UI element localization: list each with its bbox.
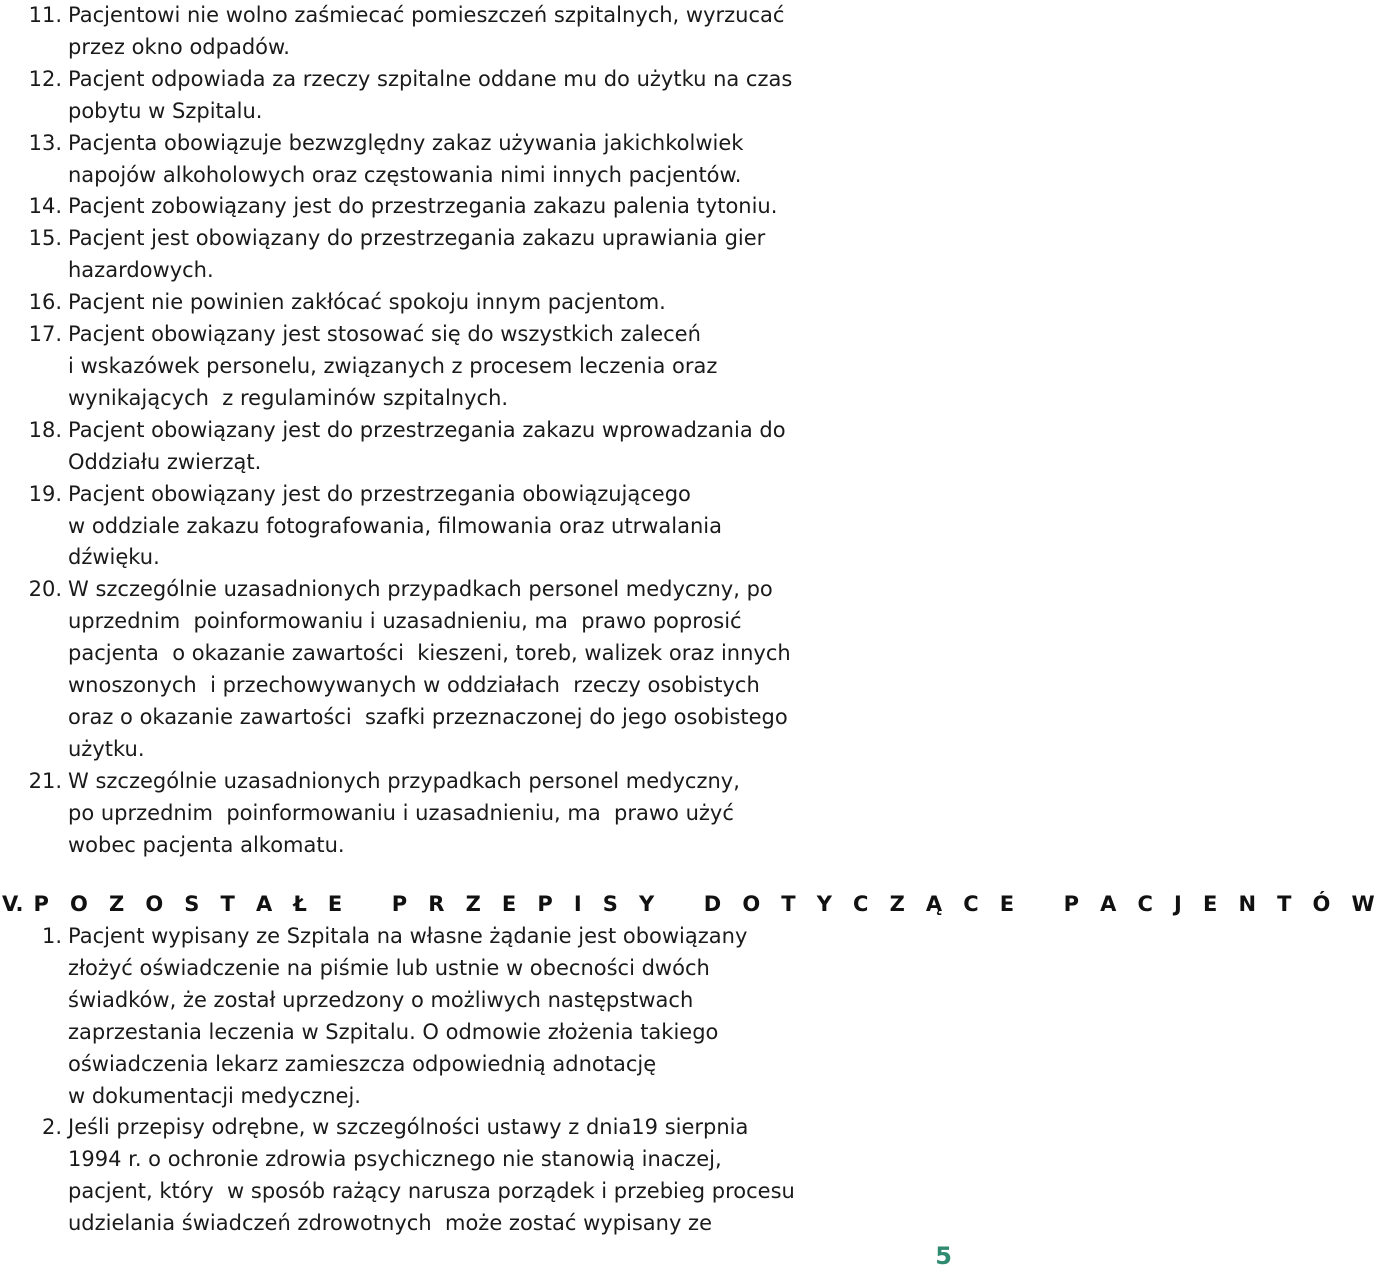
list-item-text-line: wynikających z regulaminów szpitalnych. — [68, 385, 509, 410]
list-item-number: 15. — [28, 226, 62, 251]
list-item-text-line: zaprzestania leczenia w Szpitalu. O odmowie złożenia takiego — [68, 1019, 719, 1044]
list-item-text-line: pacjenta o okazanie zawartości kieszeni, toreb, walizek oraz innych — [68, 641, 791, 666]
list-item-text-line: uprzednim poinformowaniu i uzasadnieniu, ma prawo poprosić — [68, 609, 742, 634]
list-item-number: 18. — [28, 417, 62, 442]
section-title: P O Z O S T A Ł E P R Z E P I S Y D O T Y C Z Ą C E P A C J E N T Ó W — [33, 892, 1382, 916]
list-item-text-line: 1994 r. o ochronie zdrowia psychicznego nie stanowią inaczej, — [68, 1147, 722, 1172]
list-item-text-line: świadków, że został uprzedzony o możliwych następstwach — [68, 987, 694, 1012]
list-item-text-line: Pacjenta obowiązuje bezwzględny zakaz używania jakichkolwiek — [68, 130, 744, 155]
list-item-text-line: złożyć oświadczenie na piśmie lub ustnie w obecności dwóch — [68, 955, 710, 980]
list-item-number: 16. — [28, 290, 62, 315]
list-item-text-line: przez okno odpadów. — [68, 34, 290, 59]
list-item-text-line: Jeśli przepisy odrębne, w szczególności ustawy z dnia19 sierpnia — [68, 1115, 749, 1140]
list-item-text-line: Pacjent obowiązany jest do przestrzegania obowiązującego — [68, 481, 691, 506]
section-heading — [2, 888, 1382, 920]
list-item-text-line: Pacjent zobowiązany jest do przestrzegania zakazu palenia tytoniu. — [68, 194, 778, 219]
list-item-text-line: wobec pacjenta alkomatu. — [68, 832, 345, 857]
list-item-text-line: Pacjent wypisany ze Szpitala na własne żądanie jest obowiązany — [68, 924, 748, 948]
list-item-text-line: i wskazówek personelu, związanych z procesem leczenia oraz — [68, 353, 718, 378]
list-item-text-line: Pacjent obowiązany jest do przestrzegania zakazu wprowadzania do — [68, 417, 786, 442]
rules-list-bottom — [0, 921, 960, 1240]
list-item-text-line: w dokumentacji medycznej. — [68, 1083, 361, 1108]
list-item-text-line: Oddziału zwierząt. — [68, 449, 262, 474]
list-item — [0, 64, 960, 128]
list-item-text-line: oświadczenia lekarz zamieszcza odpowiednią adnotację — [68, 1051, 657, 1076]
list-item-text-line: W szczególnie uzasadnionych przypadkach personel medyczny, po — [68, 577, 773, 602]
list-item-number: 11. — [28, 3, 62, 27]
list-item-text-line: Pacjent jest obowiązany do przestrzegania zakazu uprawiania gier — [68, 226, 766, 251]
rules-list-top — [0, 0, 960, 861]
list-item — [0, 0, 960, 64]
list-item-text-line: dźwięku. — [68, 545, 160, 570]
list-item — [0, 223, 960, 287]
list-item-text-line: pacjent, który w sposób rażący narusza porządek i przebieg procesu — [68, 1179, 795, 1204]
list-item-number: 2. — [41, 1115, 62, 1140]
list-item-text-line: oraz o okazanie zawartości szafki przeznaczonej do jego osobistego — [68, 704, 788, 729]
list-item-text-line: użytku. — [68, 736, 145, 761]
list-item — [0, 319, 960, 415]
list-item — [0, 287, 960, 319]
list-item-text-line: hazardowych. — [68, 258, 214, 283]
list-item — [0, 921, 960, 1112]
list-item-number: 17. — [28, 322, 62, 347]
list-item-text-line: Pacjent obowiązany jest stosować się do wszystkich zaleceń — [68, 322, 701, 347]
list-item — [0, 128, 960, 192]
section-roman-numeral: V. — [2, 892, 24, 916]
list-item-text-line: W szczególnie uzasadnionych przypadkach personel medyczny, — [68, 768, 740, 793]
page-number: 5 — [935, 1242, 952, 1270]
list-item-text-line: Pacjent nie powinien zakłócać spokoju innym pacjentom. — [68, 290, 666, 315]
list-item-text-line: wnoszonych i przechowywanych w oddziałach rzeczy osobistych — [68, 673, 760, 698]
list-item — [0, 191, 960, 223]
list-item-number: 21. — [28, 768, 62, 793]
list-item-text-line: po uprzednim poinformowaniu i uzasadnieniu, ma prawo użyć — [68, 800, 734, 825]
list-item-number: 1. — [41, 924, 62, 948]
list-item-number: 19. — [28, 481, 62, 506]
list-item-text-line: w oddziale zakazu fotografowania, filmowania oraz utrwalania — [68, 513, 722, 538]
list-item-text-line: Pacjentowi nie wolno zaśmiecać pomieszczeń szpitalnych, wyrzucać — [68, 3, 785, 27]
list-item-text-line: pobytu w Szpitalu. — [68, 98, 263, 123]
list-item-number: 12. — [28, 66, 62, 91]
list-item — [0, 574, 960, 765]
list-item-number: 13. — [28, 130, 62, 155]
list-item — [0, 1112, 960, 1240]
list-item-number: 20. — [28, 577, 62, 602]
list-item — [0, 766, 960, 862]
list-item-text-line: napojów alkoholowych oraz częstowania nimi innych pacjentów. — [68, 162, 742, 187]
list-item-number: 14. — [28, 194, 62, 219]
list-item — [0, 479, 960, 575]
list-item — [0, 415, 960, 479]
list-item-text-line: udzielania świadczeń zdrowotnych może zostać wypisany ze — [68, 1211, 712, 1236]
list-item-text-line: Pacjent odpowiada za rzeczy szpitalne oddane mu do użytku na czas — [68, 66, 793, 91]
